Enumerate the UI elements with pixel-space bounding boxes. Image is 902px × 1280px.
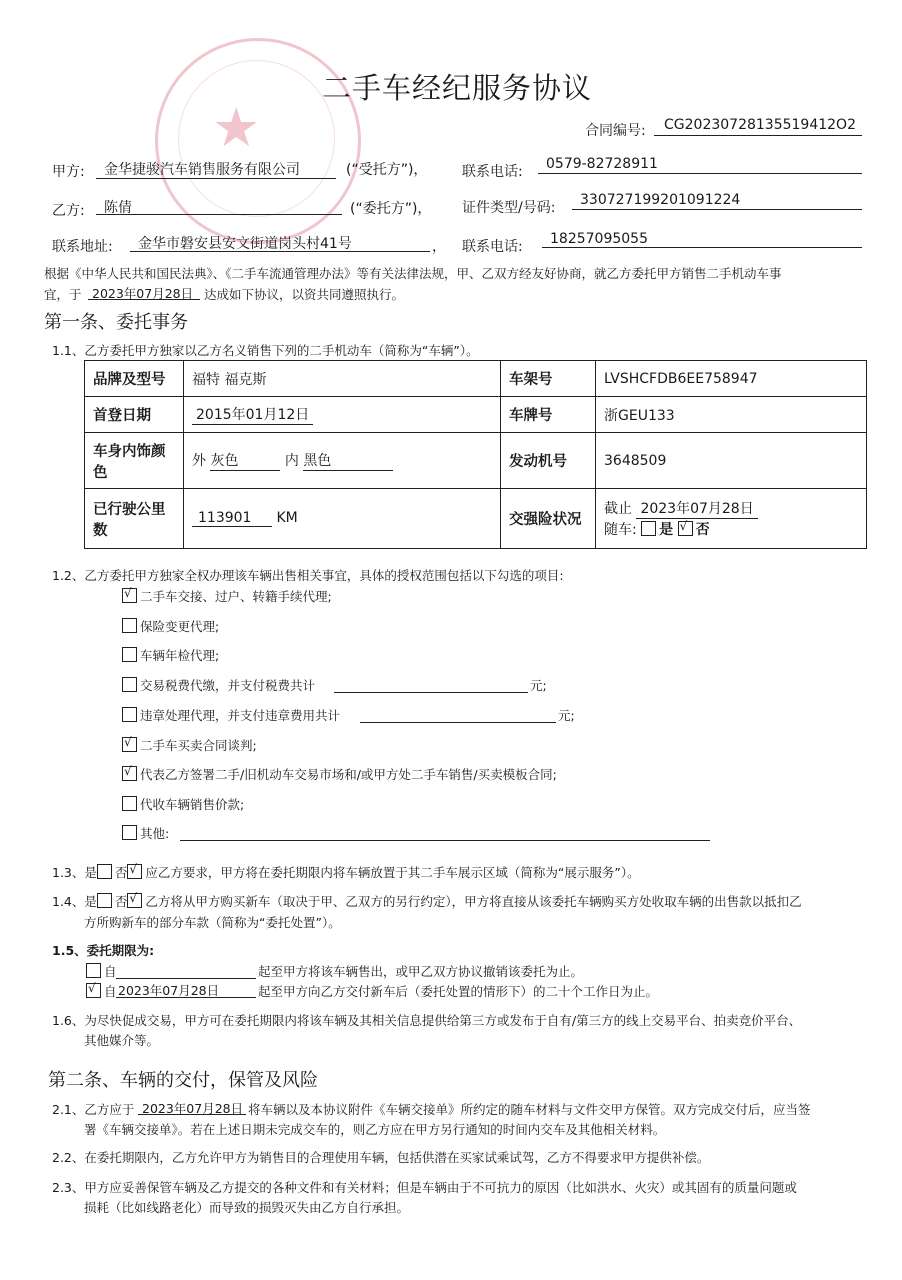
option-checkbox[interactable]: [122, 825, 137, 840]
term-b-text: 起至甲方向乙方交付新车后（委托处置的情形下）的二十个工作日为止。: [258, 984, 659, 999]
party-b-name: 陈倩: [104, 200, 132, 216]
option-row: [122, 706, 340, 724]
option-row: [122, 824, 169, 842]
option-checkbox[interactable]: [122, 677, 137, 692]
reg-date-value: 2015年01月12日: [192, 404, 313, 425]
mileage-label: [85, 489, 184, 549]
option-row: [122, 676, 315, 694]
seal-star-icon: ★: [212, 96, 261, 159]
option-label: 违章处理代理，并支付违章费用共计: [140, 708, 341, 723]
option-row: [122, 765, 557, 783]
clause-1-2: 1.2、乙方委托甲方独家全权办理该车辆出售相关事宜，具体的授权范围包括以下勾选的项目:: [52, 568, 564, 583]
intro-suffix: 达成如下协议，以资共同遵照执行。: [204, 287, 405, 302]
option-row: [122, 617, 219, 635]
page-title: 二手车经纪服务协议: [322, 71, 593, 105]
clause-1-3-no-label: 否: [114, 865, 128, 880]
contract-no: CG20230728135519412O2: [664, 117, 856, 133]
party-b-address-label: 联系地址:: [52, 239, 113, 255]
clause-2-1-line-1: [52, 1100, 134, 1118]
clause-1-5-title: 1.5、委托期限为:: [52, 943, 155, 958]
vin-value: LVSHCFDB6EE758947: [596, 361, 867, 397]
insurance-cell: [596, 489, 867, 549]
clause-1-3-no-checkbox[interactable]: [127, 864, 142, 879]
engine-label: 发动机号: [501, 433, 596, 489]
party-b-label: 乙方:: [52, 203, 85, 219]
brand-label: 品牌及型号: [85, 361, 184, 397]
clause-2-2: [52, 1148, 709, 1166]
option-checkbox[interactable]: [122, 707, 137, 722]
option-checkbox[interactable]: [122, 647, 137, 662]
clause-1-5-b: [86, 982, 117, 1000]
option-label: 保险变更代理;: [140, 619, 220, 634]
vin-label: 车架号: [501, 361, 596, 397]
violation-unit: 元;: [558, 708, 575, 723]
mileage-label-line1: 已行驶公里: [93, 501, 166, 518]
insurance-until: 截止: [604, 501, 632, 517]
party-b-role: (“委托方”)，: [350, 201, 432, 217]
clause-1-3-yes-checkbox[interactable]: [97, 864, 112, 879]
clause-1-4-no-label: 否: [114, 894, 128, 909]
plate-label: 车牌号: [501, 397, 596, 433]
party-a-phone-underline: [538, 173, 862, 174]
party-a-underline: [96, 178, 336, 179]
insurance-label: 交强险状况: [501, 489, 596, 549]
option-checkbox[interactable]: [122, 737, 137, 752]
term-b-underline: [116, 997, 256, 998]
inner-prefix: 内: [284, 453, 299, 469]
term-a-checkbox[interactable]: [86, 963, 101, 978]
clause-1-4-text-2: 方所购新车的部分车款（简称为“委托处置”）。: [84, 915, 341, 930]
contract-no-label: 合同编号:: [585, 123, 646, 139]
option-label: 交易税费代缴，并支付税费共计: [140, 678, 316, 693]
option-label: 代表乙方签署二手/旧机动车交易市场和/或甲方处二手车销售/买卖模板合同;: [140, 767, 557, 782]
follow-no-label: 否: [695, 522, 710, 538]
party-b-id-underline: [572, 209, 862, 210]
term-a-text: 起至甲方将该车辆售出，或甲乙双方协议撤销该委托为止。: [258, 964, 584, 979]
intro-prefix: 宜，于: [44, 287, 82, 302]
term-b-prefix: 自: [104, 984, 117, 999]
article-2-title: 第二条、车辆的交付，保管及风险: [48, 1070, 318, 1091]
party-a-name: 金华捷骏汽车销售服务有限公司: [104, 162, 300, 178]
term-b-checkbox[interactable]: [86, 983, 101, 998]
party-a-role: (“受托方”)，: [346, 162, 428, 178]
term-b-date: 2023年07月28日: [118, 983, 220, 998]
party-b-underline: [96, 214, 342, 215]
option-row: [122, 646, 219, 664]
clause-1-6-line-1: 1.6、为尽快促成交易，甲方可在委托期限内将该车辆及其相关信息提供给第三方或发布于自有/第三方的线上交易平台、拍卖竞价平台、: [52, 1013, 802, 1028]
intro-date: 2023年07月28日: [92, 286, 194, 301]
insurance-date: 2023年07月28日: [636, 498, 757, 519]
party-b-id-label: 证件类型/号码:: [462, 200, 556, 216]
option-row: [122, 795, 244, 813]
brand-value: 福特 福克斯: [184, 361, 501, 397]
follow-yes-checkbox[interactable]: [641, 521, 656, 536]
clause-1-3-text: 应乙方要求，甲方将在委托期限内将车辆放置于其二手车展示区域（简称为“展示服务”）。: [145, 865, 640, 880]
mileage-cell: [184, 489, 501, 549]
party-b-id-value: 330727199201091224: [580, 192, 741, 208]
clause-2-1-date-underline: [138, 1114, 246, 1115]
clause-2-1-text-2: 署《车辆交接单》。若在上述日期未完成交车的，则乙方应在甲方另行通知的时间内交车及其他相关材料。: [84, 1122, 666, 1137]
clause-1-3-num: 1.3、: [52, 865, 85, 880]
clause-2-2-text: 在委托期限内，乙方允许甲方为销售目的合理使用车辆，包括供潜在买家试乘试驾，乙方不得要求甲方提供补偿。: [84, 1150, 710, 1165]
party-b-phone-underline: [542, 247, 862, 248]
follow-no-checkbox[interactable]: [678, 521, 693, 536]
violation-amount-underline: [360, 722, 556, 723]
party-a-label: 甲方:: [52, 164, 85, 180]
tax-unit: 元;: [530, 678, 547, 693]
clause-2-1-date: 2023年07月28日: [142, 1101, 244, 1116]
clause-1-4-text-1: 乙方将从甲方购买新车（取决于甲、乙双方的另行约定），甲方将直接从该委托车辆购买方处收取车辆的出售款以抵扣乙: [145, 894, 802, 909]
party-b-address: 金华市磐安县安文街道岗头村41号: [138, 236, 352, 252]
clause-1-4-yes-checkbox[interactable]: [97, 893, 112, 908]
contract-no-underline: [654, 135, 862, 136]
color-label-line2: 色: [93, 464, 108, 481]
mileage-value: 113901: [192, 510, 272, 527]
option-label: 二手车买卖合同谈判;: [140, 738, 257, 753]
clause-1-3: [52, 863, 640, 881]
term-a-prefix: 自: [104, 964, 117, 979]
clause-2-3-num: 2.3、: [52, 1180, 85, 1195]
clause-1-3-yes-label: 是: [84, 865, 97, 880]
mileage-unit: KM: [276, 510, 298, 526]
option-row: [122, 587, 332, 605]
color-label-line1: 车身内饰颜: [93, 443, 166, 460]
party-a-phone: 0579-82728911: [546, 156, 658, 172]
follow-yes-label: 是: [659, 522, 674, 538]
option-checkbox[interactable]: [122, 588, 137, 603]
clause-1-1: 1.1、乙方委托甲方独家以乙方名义销售下列的二手机动车（简称为“车辆”）。: [52, 343, 479, 358]
option-label: 二手车交接、过户、转籍手续代理;: [140, 589, 332, 604]
color-value: [184, 433, 501, 489]
tax-amount-underline: [334, 692, 528, 693]
option-checkbox[interactable]: [122, 796, 137, 811]
clause-1-4-num: 1.4、: [52, 894, 85, 909]
color-label: [85, 433, 184, 489]
clause-2-3-text-2: 损耗（比如线路老化）而导致的损毁灭失由乙方自行承担。: [84, 1200, 410, 1215]
option-checkbox[interactable]: [122, 618, 137, 633]
option-checkbox[interactable]: [122, 766, 137, 781]
party-b-phone-label: 联系电话:: [462, 239, 523, 255]
clause-2-3-line-1: [52, 1178, 797, 1196]
reg-date-label: 首登日期: [85, 397, 184, 433]
clause-2-1-prefix: 乙方应于: [84, 1102, 135, 1117]
party-b-phone: 18257095055: [550, 231, 648, 247]
clause-1-4: [52, 892, 802, 910]
intro-date-underline: [88, 299, 200, 300]
option-row: [122, 736, 257, 754]
clause-2-1-text-1: 将车辆以及本协议附件《车辆交接单》所约定的随车材料与文件交甲方保管。双方完成交付后，应当签: [248, 1102, 811, 1117]
outer-color: 灰色: [210, 450, 280, 471]
term-a-underline: [116, 978, 256, 979]
party-b-address-underline: [130, 251, 430, 252]
intro-line-1: 根据《中华人民共和国民法典》、《二手车流通管理办法》等有关法律法规，甲、乙双方经友好协商，就乙方委托甲方销售二手机动车事: [44, 266, 782, 281]
option-label: 其他:: [140, 826, 170, 841]
mileage-label-line2: 数: [93, 522, 108, 539]
clause-1-6-line-2: 其他媒介等。: [84, 1033, 160, 1048]
outer-prefix: 外: [192, 453, 206, 469]
address-comma: ，: [432, 239, 446, 255]
clause-1-4-no-checkbox[interactable]: [127, 893, 142, 908]
option-label: 车辆年检代理;: [140, 648, 220, 663]
clause-2-1-num: 2.1、: [52, 1102, 85, 1117]
clause-2-2-num: 2.2、: [52, 1150, 85, 1165]
clause-2-3-text-1: 甲方应妥善保管车辆及乙方提交的各种文件和有关材料；但是车辆由于不可抗力的原因（比如洪水、火灾）或其固有的质量问题或: [84, 1180, 797, 1195]
vehicle-info-table: [84, 360, 867, 549]
insurance-follow-label: 随车:: [604, 522, 637, 538]
option-label: 代收车辆销售价款;: [140, 797, 245, 812]
other-underline: [180, 840, 710, 841]
clause-1-5-a: [86, 962, 117, 980]
inner-color: 黑色: [303, 450, 393, 471]
engine-value: 3648509: [596, 433, 867, 489]
party-a-phone-label: 联系电话:: [462, 164, 523, 180]
clause-1-4-yes-label: 是: [84, 894, 97, 909]
article-1-title: 第一条、委托事务: [44, 312, 188, 333]
plate-value: 浙GEU133: [596, 397, 867, 433]
